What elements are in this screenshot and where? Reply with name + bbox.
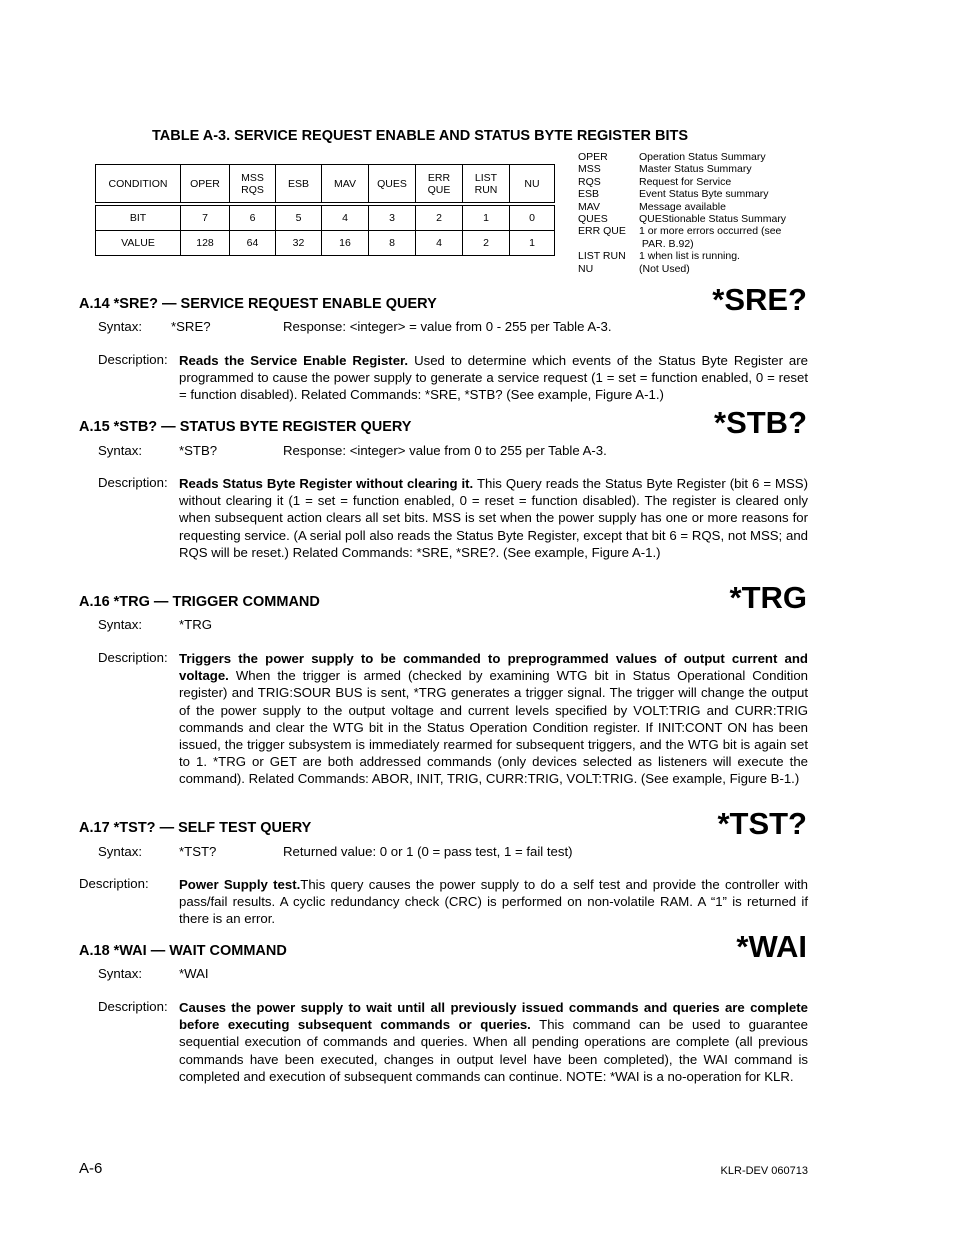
description-text <box>179 876 808 928</box>
description-text <box>179 650 808 788</box>
table-header-cell: ERR QUE <box>416 165 463 203</box>
table-cell: 128 <box>181 231 230 256</box>
syntax-label: Syntax: <box>98 319 142 334</box>
table-header-cell: CONDITION <box>96 165 181 203</box>
table-header-cell: OPER <box>181 165 230 203</box>
legend-abbr: ERR QUE <box>578 225 626 238</box>
legend-desc: Operation Status Summary <box>639 151 766 163</box>
response-text: Response: <integer> = value from 0 - 255 per Table A-3. <box>283 319 612 334</box>
description-bold: Causes the power supply to wait until all previously issued commands and queries are complete before executing subsequent commands or queries. <box>179 1000 808 1033</box>
table-row <box>96 231 555 256</box>
table-cell: 3 <box>369 206 416 231</box>
register-bits-table <box>95 164 555 256</box>
description-label: Description: <box>98 475 168 490</box>
table-cell: 2 <box>463 231 510 256</box>
page-number: A-6 <box>79 1160 103 1177</box>
syntax-label: Syntax: <box>98 844 142 859</box>
command-banner-wai: *WAI <box>736 929 807 964</box>
description-body: This Query reads the Status Byte Register (bit 6 = MSS) without clearing it (1 = set = function enabled, 0 = reset = function disabled). The register is cleared only when subsequent action clears all set bits. MSS is set when the power supply has one or more reasons for requesting service. (A serial poll also reads the Status Byte Register, except that bit 6 = RQS, not MSS; and RQS will be reset.) Related Commands: *SRE, *SRE?. (See example, Figure A-1.) <box>179 476 808 560</box>
response-text: Returned value: 0 or 1 (0 = pass test, 1 = fail test) <box>283 844 573 859</box>
table-cell: 6 <box>230 206 276 231</box>
table-header-cell: MAV <box>322 165 369 203</box>
section-heading-a16: A.16 *TRG — TRIGGER COMMAND <box>79 594 320 610</box>
legend-row <box>578 176 786 188</box>
syntax-value: *TST? <box>179 844 217 859</box>
syntax-label: Syntax: <box>98 617 142 632</box>
legend-abbr: OPER <box>578 151 608 163</box>
legend-desc: 1 when list is running. <box>639 250 740 263</box>
legend-row <box>578 225 786 237</box>
legend-desc: QUEStionable Status Summary <box>639 213 787 226</box>
table-header-cell: MSS RQS <box>230 165 276 203</box>
table-header-row <box>96 165 555 203</box>
legend-row <box>578 188 786 200</box>
syntax-label: Syntax: <box>98 966 142 981</box>
legend-row <box>578 151 786 163</box>
table-legend <box>578 151 786 275</box>
description-body: This query causes the power supply to do a self test and provide the controller with pass/fail results. A cyclic redundancy check (CRC) is performed on non-volatile RAM. A “1” is returned if there is an error. <box>179 877 809 927</box>
command-banner-trg: *TRG <box>729 580 807 615</box>
table-header-cell: NU <box>510 165 555 203</box>
description-label: Description: <box>98 352 168 367</box>
table-header-cell: LIST RUN <box>463 165 510 203</box>
document-id: KLR-DEV 060713 <box>720 1165 808 1177</box>
legend-abbr: LIST RUN <box>578 250 626 263</box>
legend-abbr: NU <box>578 262 594 275</box>
description-bold: Power Supply test. <box>179 877 301 892</box>
legend-row <box>578 263 786 275</box>
syntax-value: *TRG <box>179 617 212 632</box>
table-cell: 7 <box>181 206 230 231</box>
section-heading-a14: A.14 *SRE? — SERVICE REQUEST ENABLE QUERY <box>79 296 437 312</box>
description-text <box>179 475 808 561</box>
syntax-label: Syntax: <box>98 443 142 458</box>
legend-desc: (Not Used) <box>639 262 690 275</box>
table-cell: 2 <box>416 206 463 231</box>
table-cell: 4 <box>322 206 369 231</box>
legend-row <box>578 238 786 250</box>
table-cell: 4 <box>416 231 463 256</box>
table-row <box>96 206 555 231</box>
response-text: Response: <integer> value from 0 to 255 per Table A-3. <box>283 443 607 458</box>
legend-desc: Event Status Byte summary <box>639 188 769 201</box>
table-cell: BIT <box>96 206 181 231</box>
legend-row <box>578 201 786 213</box>
command-banner-stb: *STB? <box>714 405 807 440</box>
legend-abbr: MAV <box>578 200 600 213</box>
description-text <box>179 352 808 404</box>
legend-desc: Master Status Summary <box>639 163 752 176</box>
syntax-value: *WAI <box>179 966 209 981</box>
table-cell: 0 <box>510 206 555 231</box>
legend-desc: PAR. B.92) <box>639 237 694 250</box>
section-heading-a15: A.15 *STB? — STATUS BYTE REGISTER QUERY <box>79 419 412 435</box>
description-body: When the trigger is armed (checked by examining WTG bit in Status Operational Condition register) and TRIG:SOUR BUS is sent, *TRG generates a trigger signal. The trigger will change the output of the power supply to the output voltage and current levels specified by VOLT:TRIG and CURR:TRIG commands and clear the WTG bit in the Status Operation Condition register. If INIT:CONT ON has been issued, the trigger subsystem is immediately rearmed for subsequent triggers, and the WTG bit is again set to 1. *TRG or GET are both addressed commands (only devices selected as listeners will execute the command). Related Commands: ABOR, INIT, TRIG, CURR:TRIG, VOLT:TRIG. (See example, Figure B-1.) <box>179 668 808 787</box>
table-header-cell: QUES <box>369 165 416 203</box>
command-banner-tst: *TST? <box>717 806 807 841</box>
table-cell: 1 <box>510 231 555 256</box>
legend-desc: 1 or more errors occurred (see <box>639 225 782 238</box>
table-cell: 32 <box>276 231 322 256</box>
section-heading-a18: A.18 *WAI — WAIT COMMAND <box>79 943 287 959</box>
description-body: Used to determine which events of the Status Byte Register are programmed to cause the power supply to generate a service request (1 = set = function enabled, 0 = reset = function disabled). Related Commands: *SRE, *STB? (See example, Figure A-1.) <box>179 353 808 403</box>
legend-abbr: QUES <box>578 213 608 226</box>
table-cell: 8 <box>369 231 416 256</box>
legend-row <box>578 163 786 175</box>
syntax-value: *SRE? <box>171 319 211 334</box>
description-label: Description: <box>98 999 168 1014</box>
legend-abbr: ESB <box>578 188 600 201</box>
description-bold: Triggers the power supply to be commanded to preprogrammed values of output current and voltage. <box>179 651 808 684</box>
legend-desc: Message available <box>639 200 726 213</box>
legend-row <box>578 213 786 225</box>
description-label: Description: <box>79 876 149 891</box>
description-bold: Reads Status Byte Register without clearing it. <box>179 476 474 491</box>
legend-abbr: MSS <box>578 163 601 176</box>
table-cell: 5 <box>276 206 322 231</box>
legend-row <box>578 250 786 262</box>
section-heading-a17: A.17 *TST? — SELF TEST QUERY <box>79 820 312 836</box>
table-header-cell: ESB <box>276 165 322 203</box>
description-text <box>179 999 808 1085</box>
table-cell: 1 <box>463 206 510 231</box>
description-body: This command can be used to guarantee sequential execution of commands and queries. When all pending operations are complete (all previous commands have been executed, changes in output level have been completed), the WAI command is completed and execution of subsequent commands can continue. NOTE: *WAI is a no-operation for KLR. <box>179 1017 808 1084</box>
table-cell: VALUE <box>96 231 181 256</box>
description-bold: Reads the Service Enable Register. <box>179 353 409 368</box>
syntax-value: *STB? <box>179 443 218 458</box>
table-cell: 64 <box>230 231 276 256</box>
legend-abbr <box>578 238 639 250</box>
command-banner-sre: *SRE? <box>712 282 807 317</box>
legend-desc: Request for Service <box>639 175 732 188</box>
legend-abbr: RQS <box>578 175 601 188</box>
description-label: Description: <box>98 650 168 665</box>
table-cell: 16 <box>322 231 369 256</box>
table-title: TABLE A-3. SERVICE REQUEST ENABLE AND STATUS BYTE REGISTER BITS <box>152 128 689 144</box>
